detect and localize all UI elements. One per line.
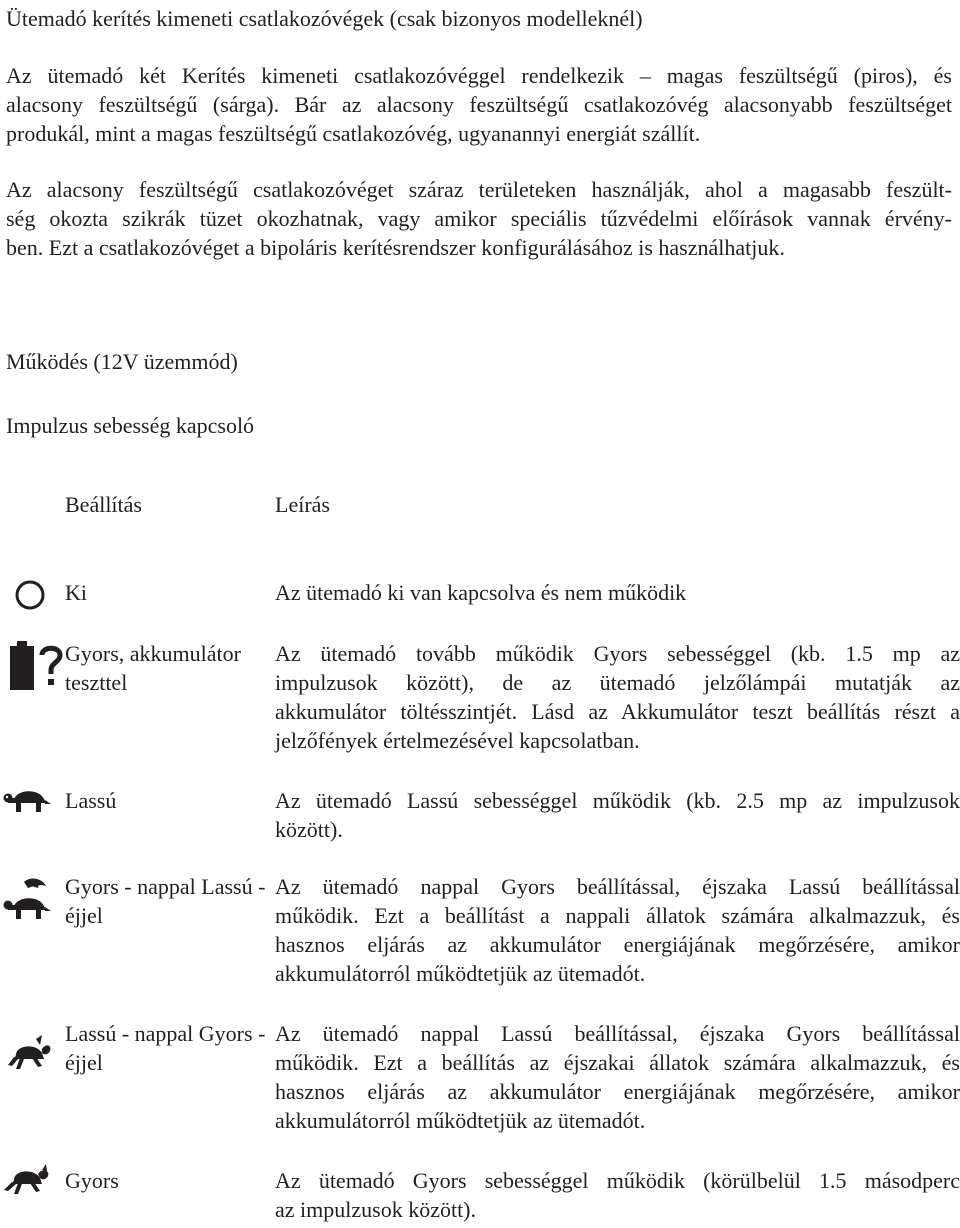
setting-label: Ki: [65, 580, 87, 605]
setting-description: Az ütemadó ki van kapcsolva és nem működik: [275, 580, 687, 605]
section-heading-fence-outputs: [6, 4, 952, 33]
turtle-icon: [2, 783, 52, 824]
section-subheading: Impulzus sebesség kapcsoló: [6, 413, 255, 438]
column-header-setting: Beállítás: [65, 492, 142, 517]
hare-night-icon: [6, 1033, 54, 1080]
battery-question-icon: [8, 641, 66, 698]
setting-description: Az ütemadó Lassú sebességgel működik (kb. 2.5 mp az impulzusok között).: [275, 788, 960, 842]
bird-over-turtle-icon: [2, 874, 54, 931]
setting-description: Az ütemadó nappal Lassú beállítással, éjszaka Gyors beállítással működik. Ezt a beállítás az éjszakai állatok számára alkalmazzuk, és hasznos eljárás az akkumulátor energiájának megőrzésére, amikor akkumulátorról működtetjük az ütemadót.: [275, 1021, 960, 1133]
setting-label: Lassú - nappal Gyors - éjjel: [65, 1021, 266, 1075]
paragraph-line: ség okozta szikrák tüzet okozhatnak, vagy amikor speciális tűzvédelmi előírások vannak érvény-: [6, 206, 952, 231]
setting-label: Gyors, akkumulátor teszttel: [65, 641, 241, 695]
hare-icon: [2, 1164, 52, 1205]
setting-description: Az ütemadó nappal Gyors beállítással, éjszaka Lassú beállítással működik. Ezt a beállítást a nappali állatok számára alkalmazzuk, és hasznos eljárás az akkumulátor energiájának megőrzésére, amikor akkumulátorról működtetjük az ütemadót.: [275, 874, 960, 986]
column-header-description: Leírás: [275, 492, 330, 517]
section-heading: Működés (12V üzemmód): [6, 349, 238, 374]
paragraph-line: Az ütemadó két Kerítés kimeneti csatlakozóvéggel rendelkezik – magas feszültségű (piros), és: [6, 63, 952, 88]
setting-label: Gyors: [65, 1168, 119, 1193]
paragraph-line: produkál, mint a magas feszültségű csatlakozóvég, ugyanannyi energiát szállít.: [6, 121, 701, 146]
setting-label: Lassú: [65, 788, 117, 813]
paragraph-line: ben. Ezt a csatlakozóvéget a bipoláris kerítésrendszer konfigurálásához is használhatjuk.: [6, 235, 785, 260]
operation-heading: [6, 347, 952, 376]
circle-off-icon: [14, 579, 46, 618]
setting-label: Gyors - nappal Lassú - éjjel: [65, 874, 266, 928]
paragraph-line: alacsony feszültségű (sárga). Bár az alacsony feszültségű csatlakozóvég alacsonyabb feszültséget: [6, 92, 952, 117]
setting-description: Az ütemadó tovább működik Gyors sebességgel (kb. 1.5 mp az impulzusok között), de az ütemadó jelzőlámpái mutatják az akkumulátor töltésszintjét. Lásd az Akkumulátor teszt beállítás részt a jelzőfények értelmezésével kapcsolatban.: [275, 641, 960, 753]
paragraph-low-voltage: [6, 175, 952, 262]
paragraph-line: Az alacsony feszültségű csatlakozóvéget száraz területeken használják, ahol a magasabb feszült-: [6, 177, 952, 202]
paragraph-outputs-intro: [6, 61, 952, 148]
page-heading: Ütemadó kerítés kimeneti csatlakozóvégek (csak bizonyos modelleknél): [6, 6, 643, 31]
setting-description: Az ütemadó Gyors sebességgel működik (körülbelül 1.5 másodperc az impulzusok között).: [275, 1168, 960, 1222]
switch-subheading: [6, 411, 952, 440]
